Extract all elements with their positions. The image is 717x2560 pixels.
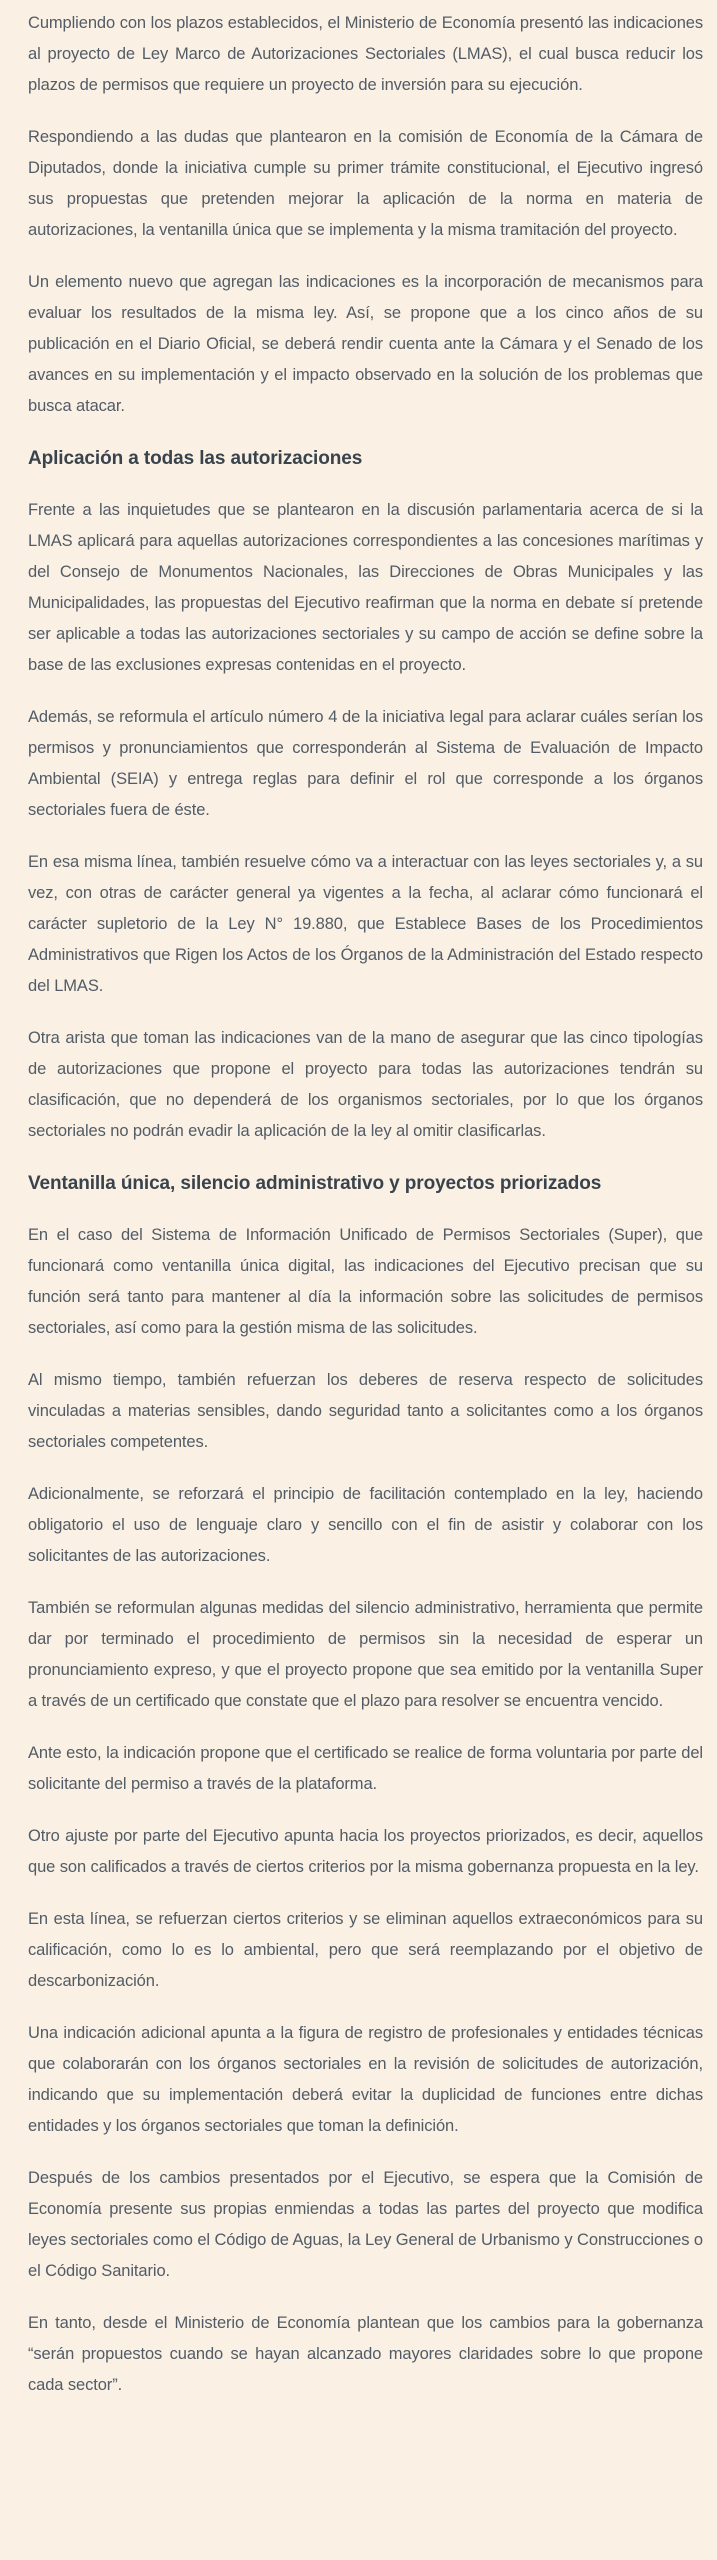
article-paragraph: Otro ajuste por parte del Ejecutivo apunta hacia los proyectos priorizados, es decir, aquellos que son calificados a través de ciertos criterios por la misma gobernanza propuesta en la ley. (28, 1827, 703, 1876)
article-paragraph: Otra arista que toman las indicaciones van de la mano de asegurar que las cinco tipologías de autorizaciones que propone el proyecto para todas las autorizaciones tendrán su clasificación, que no dependerá de los organismos sectoriales, por lo que los órganos sectoriales no podrán evadir la aplicación de la ley al omitir clasificarlas. (28, 1029, 703, 1140)
article-paragraph: También se reformulan algunas medidas del silencio administrativo, herramienta que permite dar por terminado el procedimiento de permisos sin la necesidad de esperar un pronunciamiento expreso, y que el proyecto propone que sea emitido por la ventanilla Super a través de un certificado que constate que el plazo para resolver se encuentra vencido. (28, 1599, 703, 1710)
section-heading: Ventanilla única, silencio administrativo y proyectos priorizados (28, 1173, 602, 1194)
article-paragraph: En el caso del Sistema de Información Unificado de Permisos Sectoriales (Super), que funcionará como ventanilla única digital, las indicaciones del Ejecutivo precisan que su función será tanto para mantener al día la información sobre las solicitudes de permisos sectoriales, así como para la gestión misma de las solicitudes. (28, 1226, 703, 1337)
article-paragraph: Adicionalmente, se reforzará el principio de facilitación contemplado en la ley, haciendo obligatorio el uso de lenguaje claro y sencillo con el fin de asistir y colaborar con los solicitantes de las autorizaciones. (28, 1485, 703, 1565)
article-paragraph: Frente a las inquietudes que se plantearon en la discusión parlamentaria acerca de si la LMAS aplicará para aquellas autorizaciones correspondientes a las concesiones marítimas y del Consejo de Monumentos Nacionales, las Direcciones de Obras Municipales y las Municipalidades, las propuestas del Ejecutivo reafirman que la norma en debate sí pretende ser aplicable a todas las autorizaciones sectoriales y su campo de acción se define sobre la base de las exclusiones expresas contenidas en el proyecto. (28, 501, 703, 674)
article-paragraph: Después de los cambios presentados por el Ejecutivo, se espera que la Comisión de Economía presente sus propias enmiendas a todas las partes del proyecto que modifica leyes sectoriales como el Código de Aguas, la Ley General de Urbanismo y Construcciones o el Código Sanitario. (28, 2169, 703, 2280)
article-paragraph: Una indicación adicional apunta a la figura de registro de profesionales y entidades técnicas que colaborarán con los órganos sectoriales en la revisión de solicitudes de autorización, indicando que su implementación deberá evitar la duplicidad de funciones entre dichas entidades y los órganos sectoriales que toman la definición. (28, 2024, 703, 2135)
article-paragraph: En esta línea, se refuerzan ciertos criterios y se eliminan aquellos extraeconómicos para su calificación, como lo es lo ambiental, pero que será reemplazando por el objetivo de descarbonización. (28, 1910, 703, 1990)
article-paragraph: Un elemento nuevo que agregan las indicaciones es la incorporación de mecanismos para evaluar los resultados de la misma ley. Así, se propone que a los cinco años de su publicación en el Diario Oficial, se deberá rendir cuenta ante la Cámara y el Senado de los avances en su implementación y el impacto observado en la solución de los problemas que busca atacar. (28, 273, 703, 415)
article-paragraph: Ante esto, la indicación propone que el certificado se realice de forma voluntaria por parte del solicitante del permiso a través de la plataforma. (28, 1744, 703, 1793)
article-paragraph: Cumpliendo con los plazos establecidos, el Ministerio de Economía presentó las indicaciones al proyecto de Ley Marco de Autorizaciones Sectoriales (LMAS), el cual busca reducir los plazos de permisos que requiere un proyecto de inversión para su ejecución. (28, 14, 703, 94)
article-paragraph: En esa misma línea, también resuelve cómo va a interactuar con las leyes sectoriales y, a su vez, con otras de carácter general ya vigentes a la fecha, al aclarar cómo funcionará el carácter supletorio de la Ley N° 19.880, que Establece Bases de los Procedimientos Administrativos que Rigen los Actos de los Órganos de la Administración del Estado respecto del LMAS. (28, 853, 703, 995)
article-paragraph: En tanto, desde el Ministerio de Economía plantean que los cambios para la gobernanza “serán propuestos cuando se hayan alcanzado mayores claridades sobre lo que propone cada sector”. (28, 2314, 703, 2394)
article-paragraph: Además, se reformula el artículo número 4 de la iniciativa legal para aclarar cuáles serían los permisos y pronunciamientos que corresponderán al Sistema de Evaluación de Impacto Ambiental (SEIA) y entrega reglas para definir el rol que corresponde a los órganos sectoriales fuera de éste. (28, 708, 703, 819)
article-paragraph: Al mismo tiempo, también refuerzan los deberes de reserva respecto de solicitudes vinculadas a materias sensibles, dando seguridad tanto a solicitantes como a los órganos sectoriales competentes. (28, 1371, 703, 1451)
section-heading: Aplicación a todas las autorizaciones (28, 448, 363, 469)
article-paragraph: Respondiendo a las dudas que plantearon en la comisión de Economía de la Cámara de Diputados, donde la iniciativa cumple su primer trámite constitucional, el Ejecutivo ingresó sus propuestas que pretenden mejorar la aplicación de la norma en materia de autorizaciones, la ventanilla única que se implementa y la misma tramitación del proyecto. (28, 128, 703, 239)
